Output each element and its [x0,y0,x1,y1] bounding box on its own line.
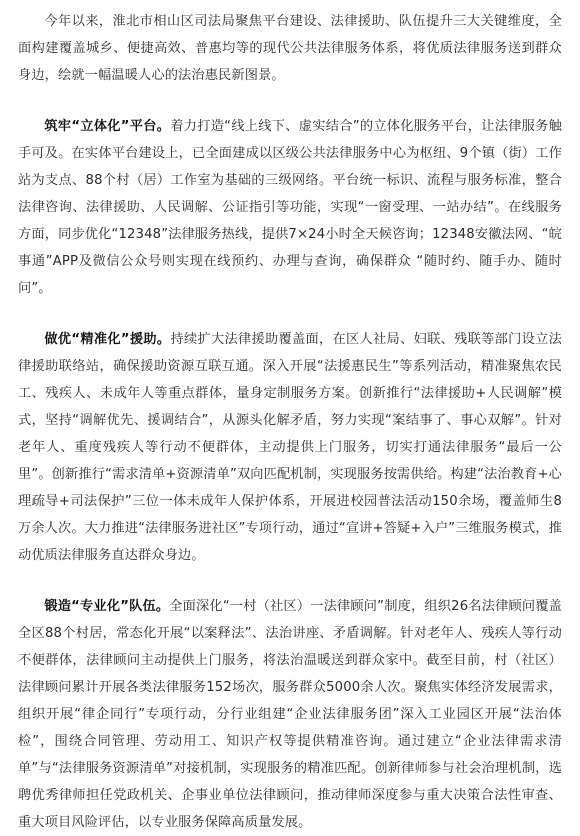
platform-paragraph [18,113,562,302]
intro-paragraph-text: 今年以来，淮北市相山区司法局聚焦平台建设、法律援助、队伍提升三大关键维度，全面构建覆盖城乡、便捷高效、普惠均等的现代公共法律服务体系，将优质法律服务送到群众身边，绘就一幅温暖人心的法治惠民新图景。 [18,14,562,83]
team-paragraph-text: 全面深化“一村（社区）一法律顾问”制度，组织26名法律顾问覆盖全区88个村居，常态化开展“以案释法”、法治讲座、矛盾调解。针对老年人、残疾人等行动不便群体，法律顾问主动提供上门服务，将法治温暖送到群众家中。截至目前，村（社区）法律顾问累计开展各类法律服务152场次，服务群众5000余人次。聚焦实体经济发展需求，组织开展“律企同行”专项行动，分行业组建“企业法律服务团”深入工业园区开展“法治体检”，围绕合同管理、劳动用工、知识产权等提供精准咨询。通过建立“企业法律需求清单”与“法律服务资源清单”对接机制，实现服务的精准匹配。创新律师参与社会治理机制，选聘优秀律师担任党政机关、企事业单位法律顾问，推动律师深度参与重大决策合法性审查、重大项目风险评估，以专业服务保障高质量发展。 [18,599,562,830]
platform-heading: 筑牢“立体化”平台。 [44,119,171,134]
platform-paragraph-text: 着力打造“线上线下、虚实结合”的立体化服务平台，让法律服务触手可及。在实体平台建设上，已全面建成以区级公共法律服务中心为枢纽、9个镇（街）工作站为支点、88个村（居）工作室为基础的三级网络。平台统一标识、流程与服务标准，整合法律咨询、法律援助、人民调解、公证指引等功能，实现“一窗受理、一站办结”。在线服务方面，同步优化“12348”法律服务热线，提供7×24小时全天候咨询；12348安徽法网、“皖事通”APP及微信公众号则实现在线预约、办理与查询，确保群众 “随时约、随手办、随时问”。 [18,119,562,296]
legal-aid-heading: 做优“精准化”援助。 [44,332,171,347]
team-paragraph [18,593,562,836]
legal-aid-paragraph-text: 持续扩大法律援助覆盖面，在区人社局、妇联、残联等部门设立法律援助联络站，确保援助资源互联互通。深入开展“法援惠民生”等系列活动，精准聚焦农民工、残疾人、未成年人等重点群体，量身定制服务方案。创新推行“法律援助+人民调解”模式，坚持“调解优先、援调结合”，从源头化解矛盾，努力实现“案结事了、事心双解”。针对老年人、重度残疾人等行动不便群体，主动提供上门服务，切实打通法律服务“最后一公里”。创新推行“需求清单+资源清单”双向匹配机制，实现服务按需供给。构建“法治教育+心理疏导+司法保护”三位一体未成年人保护体系，开展进校园普法活动150余场，覆盖师生8万余人次。大力推进“法律服务进社区”专项行动，通过“宣讲+答疑+入户”三维服务模式，推动优质法律服务直达群众身边。 [18,332,562,563]
team-heading: 锻造“专业化”队伍。 [44,599,170,614]
legal-aid-paragraph [18,326,562,569]
intro-paragraph [18,8,562,89]
